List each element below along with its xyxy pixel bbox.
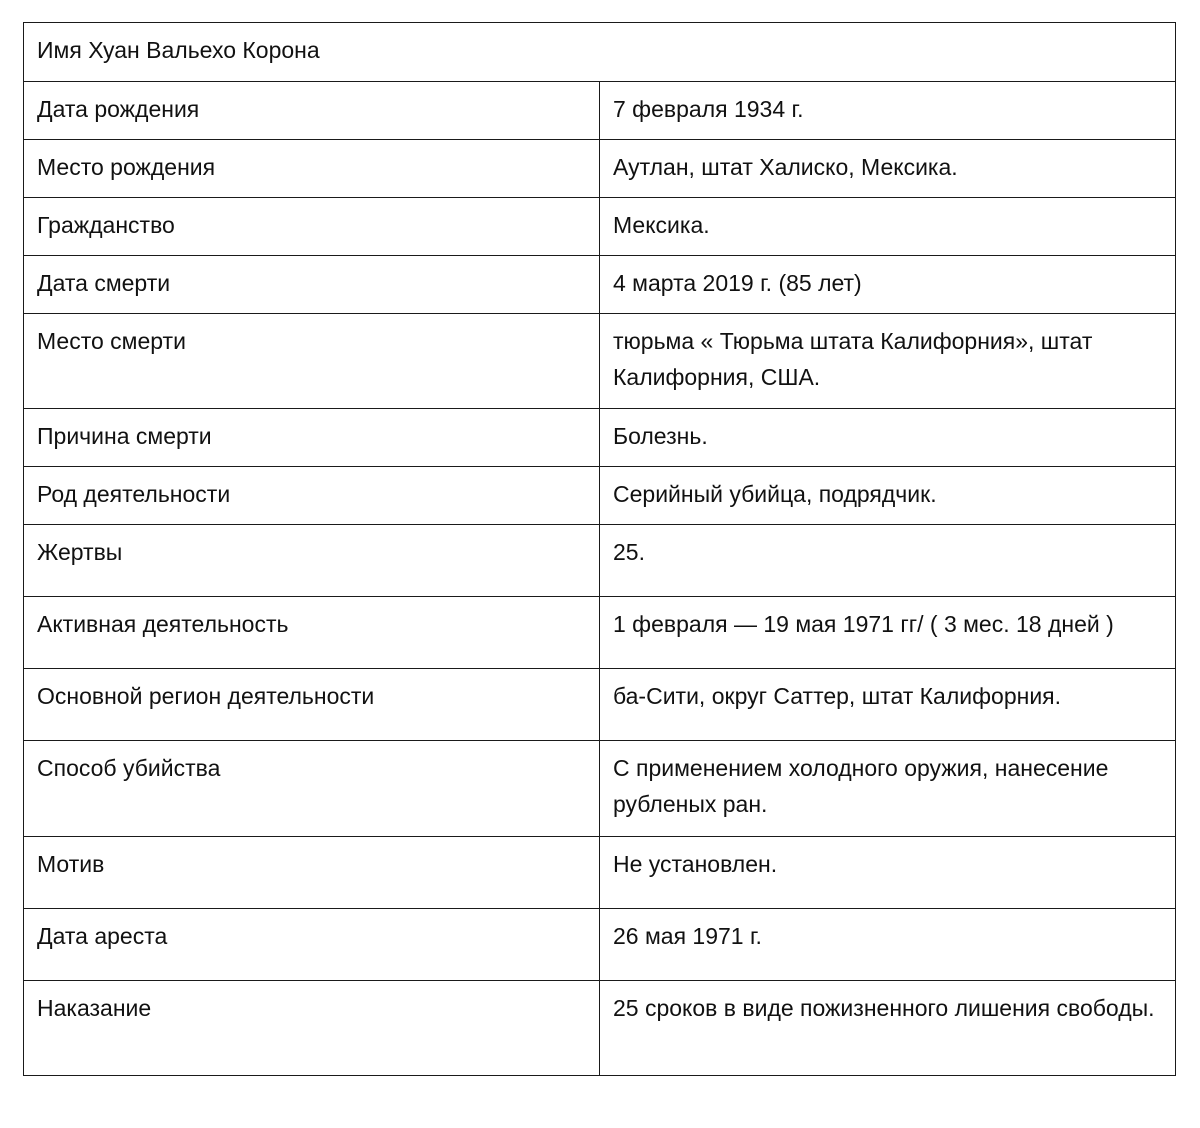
table-row [24, 909, 1176, 981]
row-value: 1 февраля — 19 мая 1971 гг/ ( 3 мес. 18 дней ) [600, 597, 1176, 669]
row-label: Дата ареста [24, 909, 600, 981]
table-row [24, 256, 1176, 314]
table-row [24, 82, 1176, 140]
name-cell: Имя Хуан Вальехо Корона [24, 23, 1176, 82]
row-label: Место смерти [24, 314, 600, 409]
row-value: Не установлен. [600, 837, 1176, 909]
table-row [24, 837, 1176, 909]
row-value: С применением холодного оружия, нанесение рубленых ран. [600, 741, 1176, 837]
table-row [24, 597, 1176, 669]
row-value: Аутлан, штат Халиско, Мексика. [600, 140, 1176, 198]
table-row [24, 140, 1176, 198]
row-value: 25 сроков в виде пожизненного лишения свободы. [600, 981, 1176, 1076]
row-label: Жертвы [24, 525, 600, 597]
table-row [24, 525, 1176, 597]
row-label: Род деятельности [24, 467, 600, 525]
row-value: Мексика. [600, 198, 1176, 256]
table-row [24, 198, 1176, 256]
row-value: 4 марта 2019 г. (85 лет) [600, 256, 1176, 314]
row-label: Причина смерти [24, 409, 600, 467]
table-row [24, 409, 1176, 467]
row-value: 7 февраля 1934 г. [600, 82, 1176, 140]
table-row [24, 467, 1176, 525]
table-row [24, 314, 1176, 409]
row-value: ба-Сити, округ Саттер, штат Калифорния. [600, 669, 1176, 741]
table-row [24, 669, 1176, 741]
row-value: 26 мая 1971 г. [600, 909, 1176, 981]
row-label: Активная деятельность [24, 597, 600, 669]
row-value: тюрьма « Тюрьма штата Калифорния», штат Калифорния, США. [600, 314, 1176, 409]
row-label: Основной регион деятельности [24, 669, 600, 741]
row-label: Место рождения [24, 140, 600, 198]
biography-table [23, 22, 1176, 1076]
table-header-row [24, 23, 1176, 82]
row-value: Серийный убийца, подрядчик. [600, 467, 1176, 525]
row-label: Дата рождения [24, 82, 600, 140]
row-label: Наказание [24, 981, 600, 1076]
row-label: Способ убийства [24, 741, 600, 837]
row-label: Мотив [24, 837, 600, 909]
table-row [24, 741, 1176, 837]
row-value: Болезнь. [600, 409, 1176, 467]
row-label: Дата смерти [24, 256, 600, 314]
row-label: Гражданство [24, 198, 600, 256]
row-value: 25. [600, 525, 1176, 597]
table-row [24, 981, 1176, 1076]
